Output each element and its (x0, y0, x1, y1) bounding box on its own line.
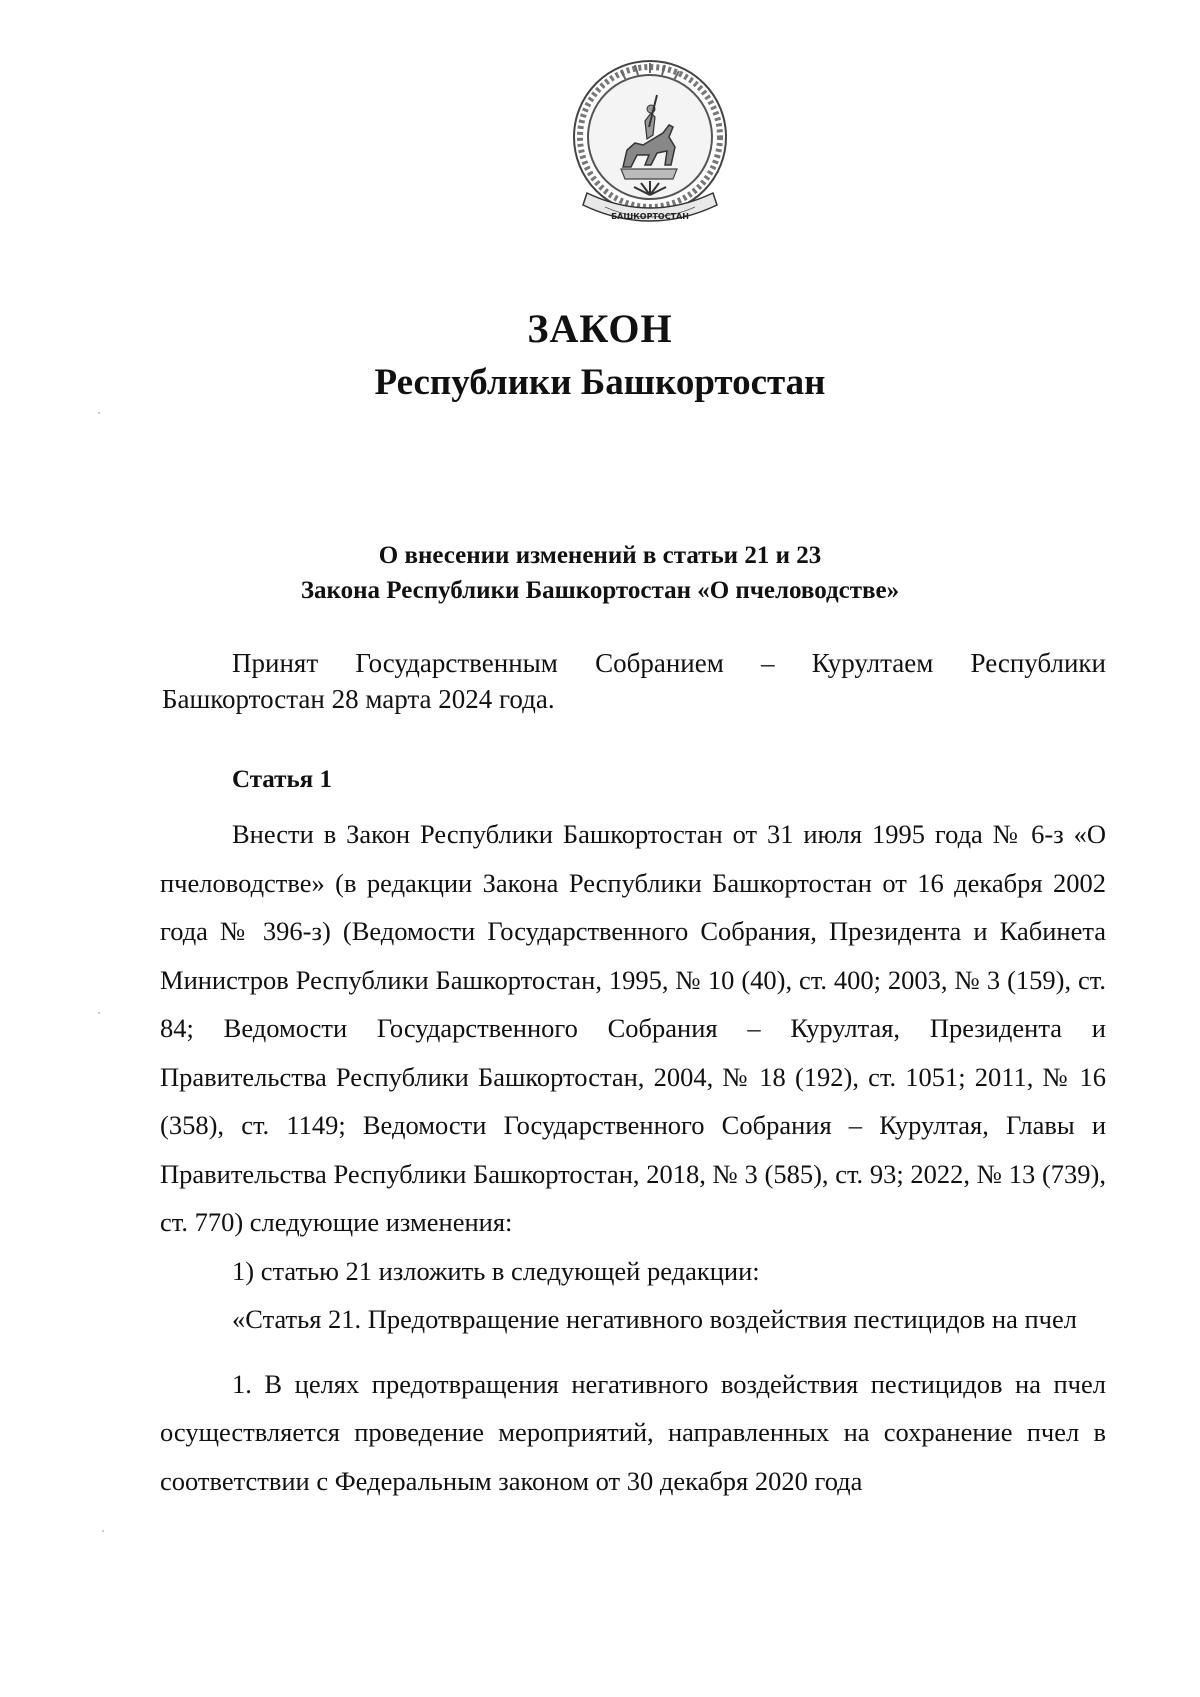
article-heading: Статья 1 (232, 766, 332, 793)
law-subject (0, 538, 1200, 608)
emblem-ribbon-label: БАШКОРТОСТАН (611, 212, 689, 221)
adoption-statement: Принят Государственным Собранием – Курултаем Республики Башкортостан 28 марта 2024 года. (162, 648, 1106, 714)
article-paragraph: 1) статью 21 изложить в следующей редакции: (232, 1255, 760, 1286)
article-paragraph: 1. В целях предотвращения негативного воздействия пестицидов на пчел осуществляется проведение мероприятий, направленных на сохранение пчел в соответствии с Федеральным законом от 30 декабря 2020 года (160, 1368, 1106, 1496)
article-body (160, 810, 1106, 1505)
document-title: ЗАКОН (527, 306, 673, 351)
law-subject-line-1: О внесении изменений в статьи 21 и 23 (378, 542, 822, 569)
scan-speck (102, 1530, 104, 1532)
article-paragraph: Внести в Закон Республики Башкортостан от 31 июля 1995 года № 6-з «О пчеловодстве» (в редакции Закона Республики Башкортостан от 16 декабря 2002 года № 396-з) (Ведомости Государственного Собрания, Президента и Кабинета Министров Республики Башкортостан, 1995, № 10 (40), ст. 400; 2003, № 3 (159), ст. 84; Ведомости Государственного Собрания – Курултая, Президента и Правительства Республики Башкортостан, 2004, № 18 (192), ст. 1051; 2011, № 16 (358), ст. 1149; Ведомости Государственного Собрания – Курултая, Главы и Правительства Республики Башкортостан, 2018, № 3 (585), ст. 93; 2022, № 13 (739), ст. 770) следующие изменения: (160, 819, 1106, 1237)
scan-speck (98, 1012, 100, 1014)
scan-speck (98, 412, 100, 414)
article-paragraph: «Статья 21. Предотвращение негативного воздействия пестицидов на пчел (232, 1304, 1077, 1334)
document-subtitle: Республики Башкортостан (374, 362, 826, 403)
coat-of-arms-emblem (565, 55, 735, 240)
law-subject-line-2: Закона Республики Башкортостан «О пчеловодстве» (300, 577, 900, 604)
